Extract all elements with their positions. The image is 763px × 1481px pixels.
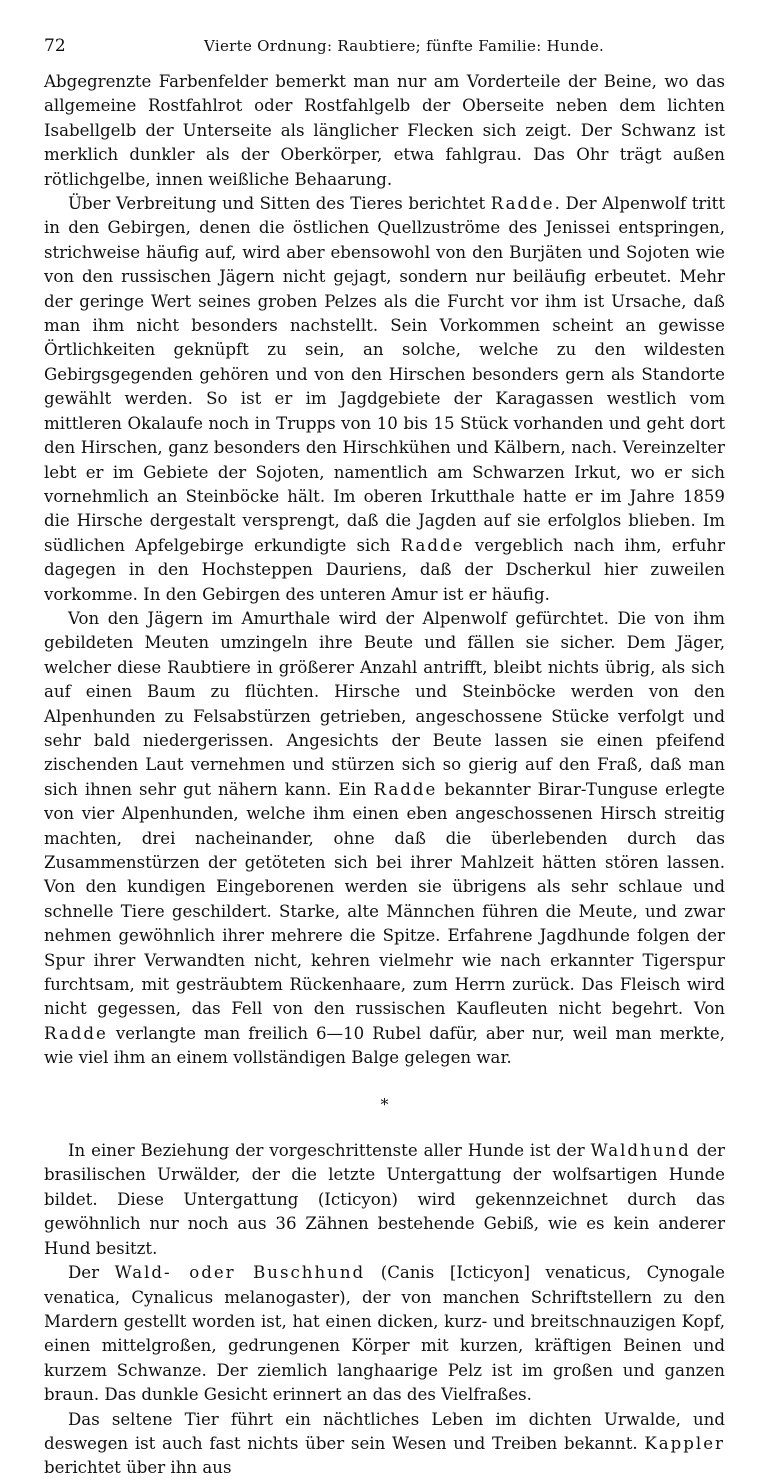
- paragraph-text: Von den Jägern im Amurthale wird der Alpenwolf gefürchtet. Die von ihm gebildeten Meuten umzingeln ihre Beute und fällen sie sicher. Dem Jäger, welcher diese Raubtiere in größerer Anzahl antrifft, bleibt nichts übrig, als sich auf einen Baum zu flüchten. Hirsche und Steinböcke werden von den Alpenhunden zu Felsabstürzen getrieben, angeschossene Stücke verfolgt und sehr bald niedergerissen. Angesichts der Beute lassen sie einen pfeifend zischenden Laut vernehmen und stürzen sich so gierig auf den Fraß, daß man sich ihnen sehr gut nähern kann. Ein: [44, 608, 725, 799]
- paragraph-text: Über Verbreitung und Sitten des Tieres berichtet: [68, 194, 491, 214]
- author-name: Radde: [490, 194, 555, 214]
- running-head: [44, 36, 725, 70]
- paragraph-text: . Der Alpenwolf tritt in den Gebirgen, denen die östlichen Quellzuströme des Jenissei entspringen, strichweise häufig auf, wird aber ebensowohl von den Burjäten und Sojoten wie von den russischen Jägern nicht gejagt, sondern nur beiläufig erbeutet. Mehr der geringe Wert seines groben Pelzes als die Furcht vor ihm ist Ursache, daß man ihm nicht besonders nachstellt. Sein Vorkommen scheint an gewisse Örtlichkeiten geknüpft zu sein, an solche, welche zu den wildesten Gebirgsgegenden gehören und von den Hirschen besonders gern als Standorte gewählt werden. So ist er im Jagdgebiete der Karagassen westlich vom mittleren Okalaufe noch in Trupps von 10 bis 15 Stück vorhanden und geht dort den Hirschen, ganz besonders den Hirschkühen und Kälbern, nach. Vereinzelter lebt er im Gebiete der Sojoten, namentlich am Schwarzen Irkut, wo er sich vornehmlich an Steinböcke hält. Im oberen Irkutthale hatte er im Jahre 1859 die Hirsche dergestalt versprengt, daß die Jagden auf sie erfolglos blieben. Im südlichen Apfelgebirge erkundigte sich: [44, 194, 725, 555]
- paragraph-text: der brasilischen Urwälder, der die letzte Untergattung der wolfsartigen Hunde bildet. Diese Untergattung (Icticyon) wird gekennzeichnet durch das gewöhnlich nur noch aus 36 Zähnen bestehende Gebiß, wie es kein anderer Hund besitzt.: [44, 1141, 725, 1258]
- paragraph-text: (Canis [Icticyon] venaticus, Cynogale venatica, Cynalicus melanogaster), der von manchen Schriftstellern zu den Mardern gestellt worden ist, hat einen dicken, kurz- und breitschnauzigen Kopf, einen mittelgroßen, gedrungenen Körper mit kurzen, kräftigen Beinen und kurzem Schwanze. Der ziemlich langhaarige Pelz ist im großen und ganzen braun. Das dunkle Gesicht erinnert an das des Vielfraßes.: [44, 1263, 725, 1405]
- section-separator: *: [380, 1094, 389, 1114]
- paragraph: [44, 192, 725, 607]
- paragraph: [44, 1261, 725, 1407]
- species-name: Wald- oder Buschhund: [114, 1263, 366, 1283]
- author-name: Radde: [44, 1023, 108, 1043]
- paragraph: [44, 1408, 725, 1481]
- paragraph: [44, 70, 725, 192]
- author-name: Radde: [373, 779, 438, 799]
- paragraph-text: In einer Beziehung der vorgeschrittenste aller Hunde ist der: [68, 1141, 591, 1161]
- paragraph-text: berichtet über ihn aus: [44, 1458, 232, 1478]
- paragraph-text: Abgegrenzte Farbenfelder bemerkt man nur am Vorderteile der Beine, wo das allgemeine Rostfahlrot oder Rostfahlgelb der Oberseite neben dem lichten Isabellgelb der Unterseite als länglicher Flecken sich zeigt. Der Schwanz ist merklich dunkler als der Oberkörper, etwa fahlgrau. Das Ohr trägt außen rötlichgelbe, innen weißliche Behaarung.: [44, 72, 725, 189]
- species-name: Waldhund: [590, 1141, 691, 1161]
- body-text: [44, 70, 725, 1481]
- paragraph: [44, 1139, 725, 1261]
- paragraph-text: verlangte man freilich 6—10 Rubel dafür, aber nur, weil man merkte, wie viel ihm an einem vollständigen Balge gelegen war.: [44, 1023, 725, 1068]
- paragraph-text: bekannter Birar-Tunguse erlegte von vier Alpenhunden, welche ihm einen eben angeschossenen Hirsch streitig machten, drei nacheinander, ohne daß die überlebenden durch das Zusammenstürzen der getöteten sich bei ihrer Mahlzeit hätten stören lassen. Von den kundigen Eingeborenen werden sie übrigens als sehr schlaue und schnelle Tiere geschildert. Starke, alte Männchen führen die Meute, und zwar nehmen gewöhnlich ihrer mehrere die Spitze. Erfahrene Jagdhunde folgen der Spur ihrer Verwandten nicht, kehren vielmehr wie nach erkannter Tigerspur furchtsam, mit gesträubtem Rückenhaare, zum Herrn zurück. Das Fleisch wird nicht gegessen, das Fell von den russischen Kaufleuten nicht begehrt. Von: [44, 779, 725, 1019]
- page-number: 72: [44, 36, 66, 56]
- paragraph-text: Das seltene Tier führt ein nächtliches Leben im dichten Urwalde, und deswegen ist auch fast nichts über sein Wesen und Treiben bekannt.: [44, 1409, 725, 1453]
- author-name: Radde: [400, 535, 465, 555]
- running-title: Vierte Ordnung: Raubtiere; fünfte Familie: Hunde.: [204, 37, 605, 55]
- author-name: Kappler: [644, 1433, 725, 1453]
- paragraph-text: vergeblich nach ihm, erfuhr dagegen in den Hochsteppen Dauriens, daß der Dscherkul hier zuweilen vorkomme. In den Gebirgen des unteren Amur ist er häufig.: [44, 535, 726, 604]
- paragraph: [44, 607, 725, 1071]
- paragraph-text: Der: [68, 1263, 115, 1283]
